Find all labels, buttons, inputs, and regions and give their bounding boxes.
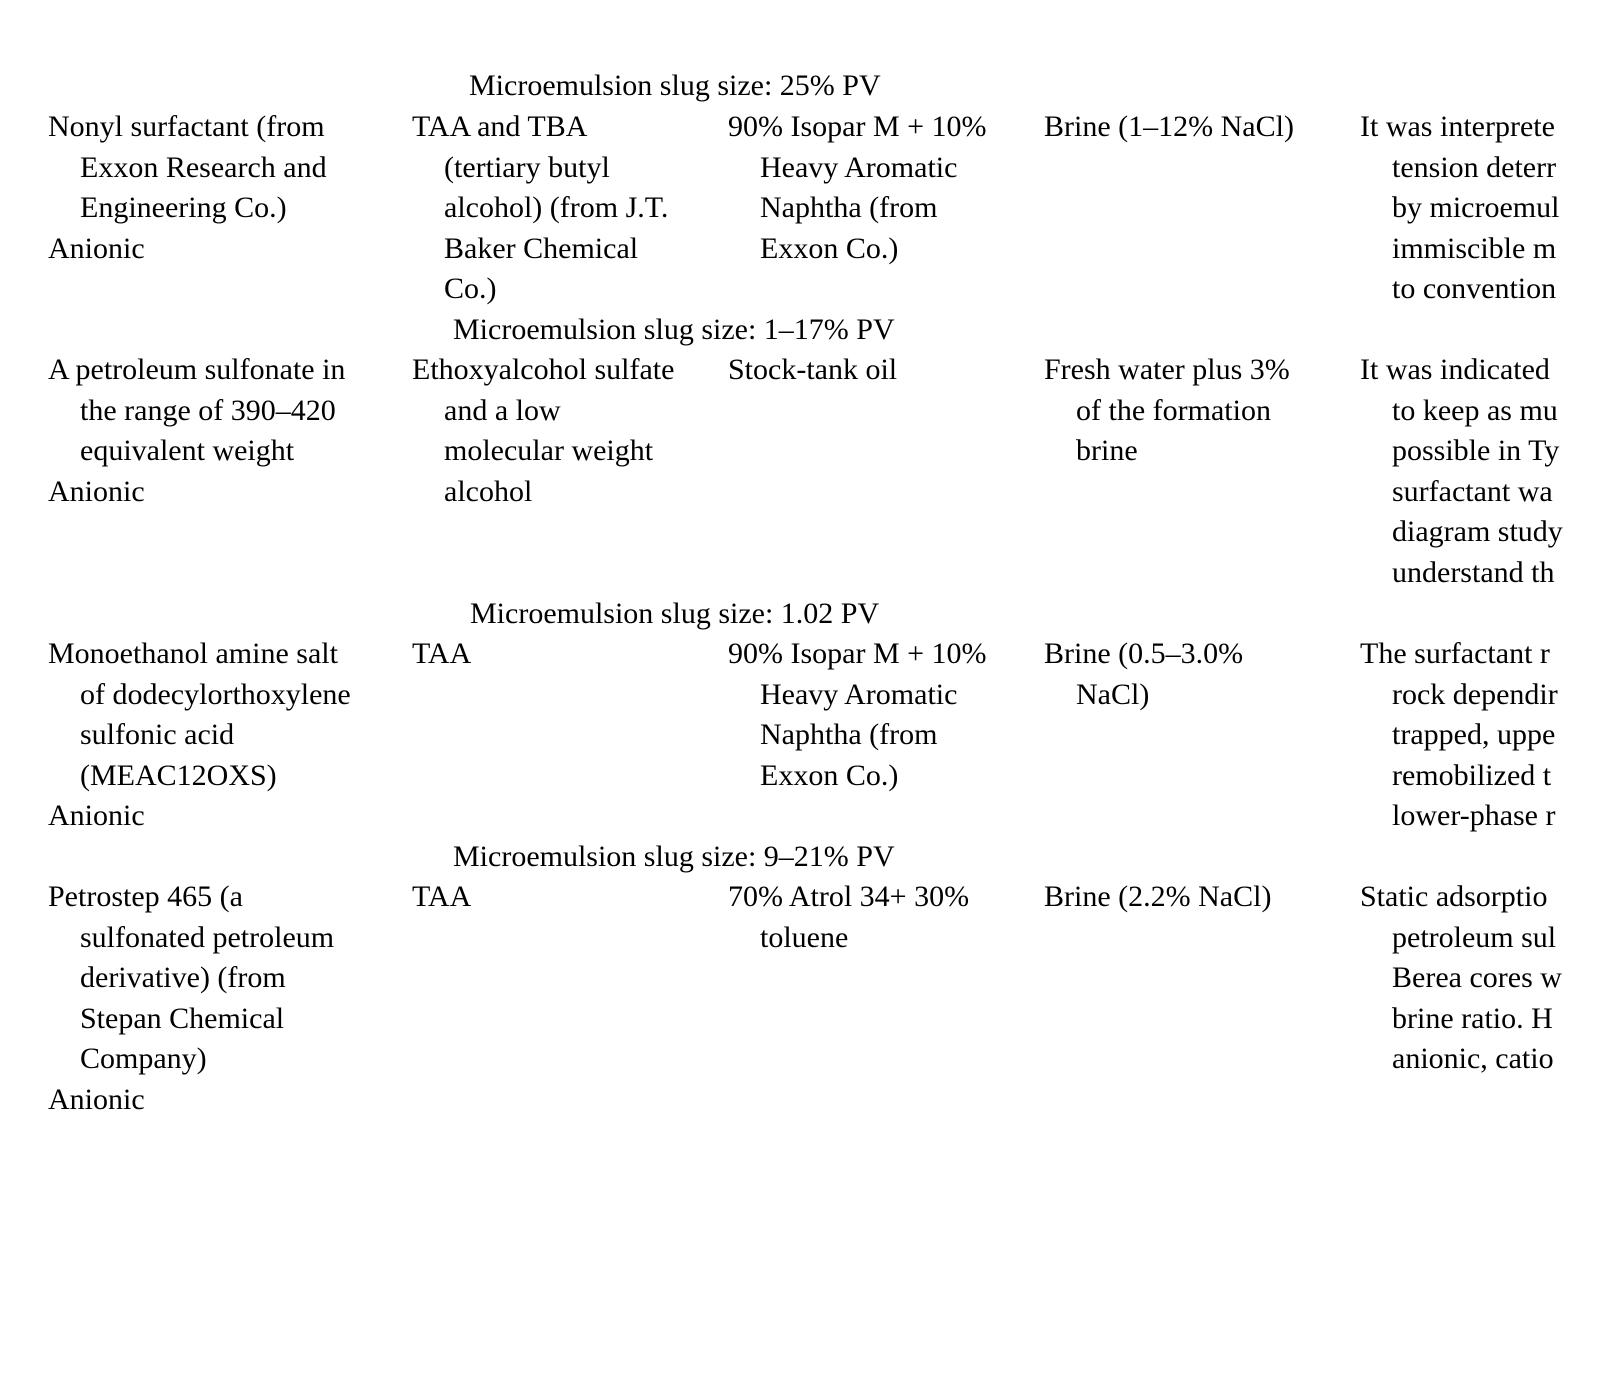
cell-cosurfactant [412, 634, 471, 675]
text-line: Exxon Co.) [760, 758, 899, 792]
text-line: Fresh water plus 3% [1044, 353, 1290, 386]
text-line: Monoethanol amine salt [48, 637, 338, 670]
cell-remarks [1360, 107, 1559, 310]
text-line: toluene [760, 920, 849, 954]
text-line: Brine (1–12% NaCl) [1044, 110, 1294, 143]
text-line: Brine (0.5–3.0% [1044, 637, 1244, 670]
text-line: (tertiary butyl [444, 150, 610, 184]
text-line: Naphtha (from [760, 718, 938, 752]
cell-cosurfactant [412, 877, 471, 918]
text-line: and a low [444, 393, 561, 427]
text-line: A petroleum sulfonate in [48, 353, 346, 386]
text-line: sulfonic acid [80, 718, 235, 752]
text-line: the range of 390–420 [80, 393, 336, 427]
cell-remarks [1360, 877, 1562, 1080]
text-line: Petrostep 465 (a [48, 880, 243, 913]
text-line: Baker Chemical [444, 231, 639, 265]
group-caption: Microemulsion slug size: 9–21% PV [453, 840, 895, 873]
text-line: understand th [1392, 555, 1555, 589]
text-line: It was indicated [1360, 353, 1550, 386]
text-line: rock dependir [1392, 677, 1558, 711]
text-line: brine ratio. H [1392, 1001, 1553, 1035]
surfactant-type: Anionic [48, 474, 145, 508]
surfactant-type: Anionic [48, 799, 145, 833]
text-line: surfactant wa [1392, 474, 1553, 508]
text-line: Co.) [444, 272, 497, 306]
text-line: (MEAC12OXS) [80, 758, 277, 792]
group-caption: Microemulsion slug size: 1–17% PV [453, 313, 895, 346]
text-line: Company) [80, 1042, 207, 1076]
text-line: alcohol [444, 474, 533, 508]
cell-oil [728, 350, 897, 391]
text-line: Exxon Co.) [760, 231, 899, 265]
text-line: lower-phase r [1392, 799, 1556, 833]
text-line: Berea cores w [1392, 961, 1562, 995]
surfactant-type: Anionic [48, 1082, 145, 1116]
text-line: Engineering Co.) [80, 191, 287, 225]
text-line: molecular weight [444, 434, 654, 468]
text-line: 90% Isopar M + 10% [728, 110, 987, 143]
cell-oil [728, 634, 987, 796]
text-line: TAA [412, 637, 472, 670]
cell-surfactant [48, 107, 327, 269]
text-line: 70% Atrol 34+ 30% [728, 880, 970, 913]
text-line: immiscible m [1392, 231, 1557, 265]
text-line: trapped, uppe [1392, 718, 1556, 752]
cell-surfactant [48, 877, 334, 1121]
text-line: The surfactant r [1360, 637, 1550, 670]
text-line: Brine (2.2% NaCl) [1044, 880, 1272, 913]
text-line: Nonyl surfactant (from [48, 110, 325, 143]
text-line: of dodecylorthoxylene [80, 677, 351, 711]
text-line: 90% Isopar M + 10% [728, 637, 987, 670]
text-line: Naphtha (from [760, 191, 938, 225]
text-line: alcohol) (from J.T. [444, 191, 669, 225]
text-line: diagram study [1392, 515, 1563, 549]
text-line: anionic, catio [1392, 1042, 1554, 1076]
text-line: Heavy Aromatic [760, 150, 958, 184]
text-line: Stock-tank oil [728, 353, 898, 386]
text-line: Exxon Research and [80, 150, 327, 184]
text-line: Heavy Aromatic [760, 677, 958, 711]
cell-brine [1044, 877, 1271, 918]
group-caption: Microemulsion slug size: 25% PV [469, 69, 881, 102]
text-line: sulfonated petroleum [80, 920, 335, 954]
text-line: TAA and TBA [412, 110, 588, 143]
text-line: by microemul [1392, 191, 1560, 225]
cell-surfactant [48, 350, 345, 512]
text-line: TAA [412, 880, 472, 913]
cell-brine [1044, 350, 1290, 472]
cell-oil [728, 107, 987, 269]
text-line: tension deterr [1392, 150, 1557, 184]
text-line: of the formation [1076, 393, 1271, 427]
cell-brine [1044, 107, 1294, 148]
cell-remarks [1360, 634, 1558, 837]
group-caption: Microemulsion slug size: 1.02 PV [470, 597, 880, 630]
text-line: derivative) (from [80, 961, 286, 995]
text-line: remobilized t [1392, 758, 1552, 792]
cell-cosurfactant [412, 107, 668, 310]
surfactant-type: Anionic [48, 231, 145, 265]
cell-brine [1044, 634, 1243, 715]
text-line: to keep as mu [1392, 393, 1558, 427]
cell-cosurfactant [412, 350, 674, 512]
text-line: Static adsorptio [1360, 880, 1548, 913]
text-line: Ethoxyalcohol sulfate [412, 353, 675, 386]
text-line: to convention [1392, 272, 1557, 306]
text-line: possible in Ty [1392, 434, 1560, 468]
text-line: equivalent weight [80, 434, 295, 468]
text-line: It was interprete [1360, 110, 1555, 143]
text-line: Stepan Chemical [80, 1001, 285, 1035]
cell-surfactant [48, 634, 351, 837]
text-line: petroleum sul [1392, 920, 1557, 954]
text-line: NaCl) [1076, 677, 1150, 711]
text-line: brine [1076, 434, 1138, 468]
cell-remarks [1360, 350, 1563, 594]
cell-oil [728, 877, 969, 958]
